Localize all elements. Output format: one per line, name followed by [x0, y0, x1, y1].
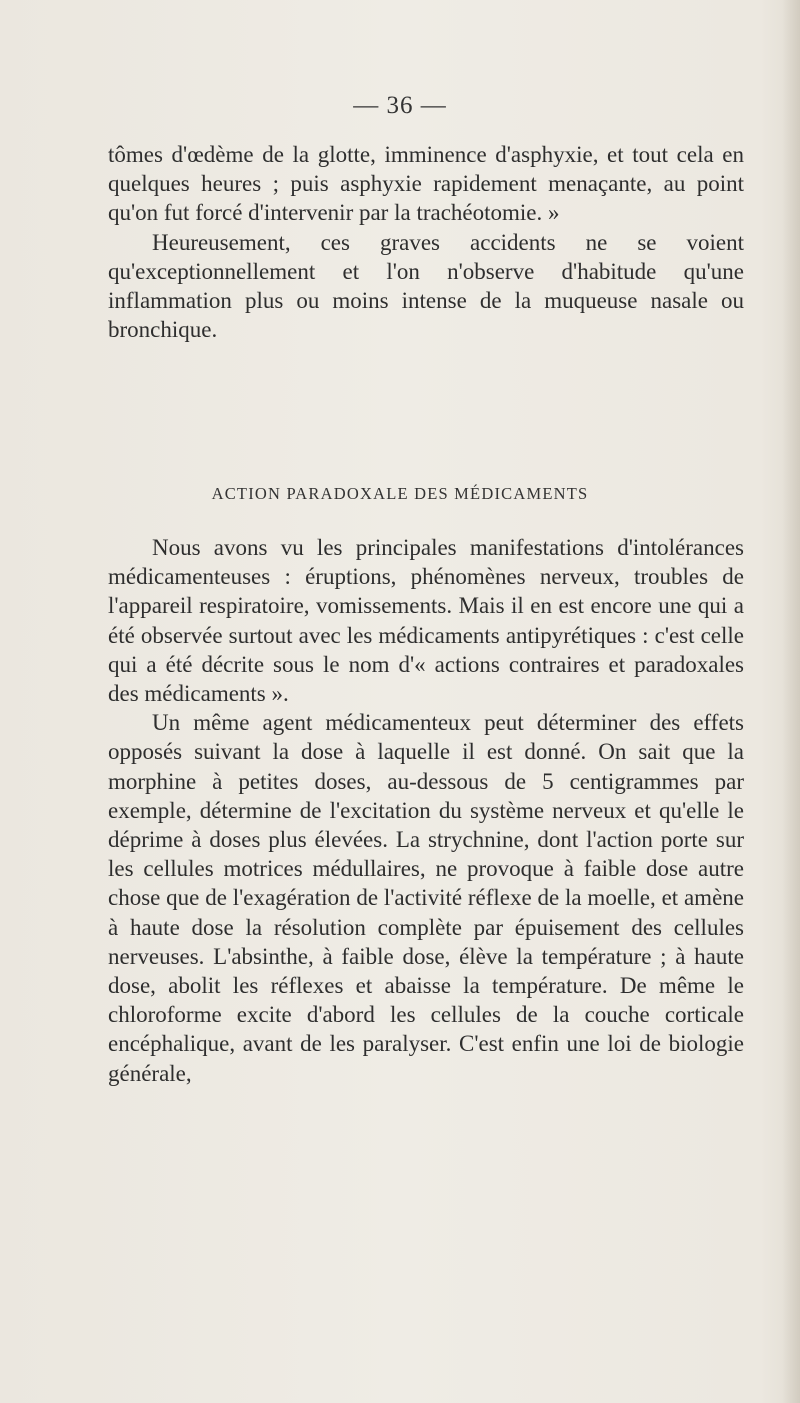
- paragraph: Un même agent médicamenteux peut déterminer des effets opposés suivant la dose à laquelle il est donné. On sait que la morphine à petites doses, au-dessous de 5 centigrammes par exemple, détermine de l'excitation du système nerveux et qu'elle le déprime à doses plus élevées. La strychnine, dont l'action porte sur les cellules motrices médullaires, ne provoque à faible dose autre chose que de l'exagération de l'activité réflexe de la moelle, et amène à haute dose la résolution complète par épuisement des cellules nerveuses. L'absinthe, à faible dose, élève la température ; à haute dose, abolit les réflexes et abaisse la température. De même le chloroforme excite d'abord les cellules de la couche corticale encéphalique, avant de les paralyser. C'est enfin une loi de biologie générale,: [108, 710, 744, 1086]
- paragraph: Nous avons vu les principales manifestations d'intolérances médicamenteuses : éruptions, phénomènes nerveux, troubles de l'appareil respiratoire, vomissements. Mais il en est encore une qui a été observée surtout avec les médicaments antipyrétiques : c'est celle qui a été décrite sous le nom d'« actions contraires et paradoxales des médicaments ».: [108, 535, 744, 707]
- page-number: — 36 —: [353, 92, 447, 119]
- paragraph-continued: tômes d'œdème de la glotte, imminence d'asphyxie, et tout cela en quelques heures ; puis asphyxie rapidement menaçante, au point qu'on fut forcé d'intervenir par la trachéotomie. »: [108, 142, 744, 226]
- paragraph: Heureusement, ces graves accidents ne se voient qu'exceptionnellement et l'on n'observe d'habitude qu'une inflammation plus ou moins intense de la muqueuse nasale ou bronchique.: [108, 229, 744, 343]
- text-block-section: [108, 533, 744, 1088]
- text-block-top: [108, 140, 744, 344]
- page-edge-shadow: [782, 0, 800, 1403]
- section-heading: ACTION PARADOXALE DES MÉDICAMENTS: [211, 484, 589, 503]
